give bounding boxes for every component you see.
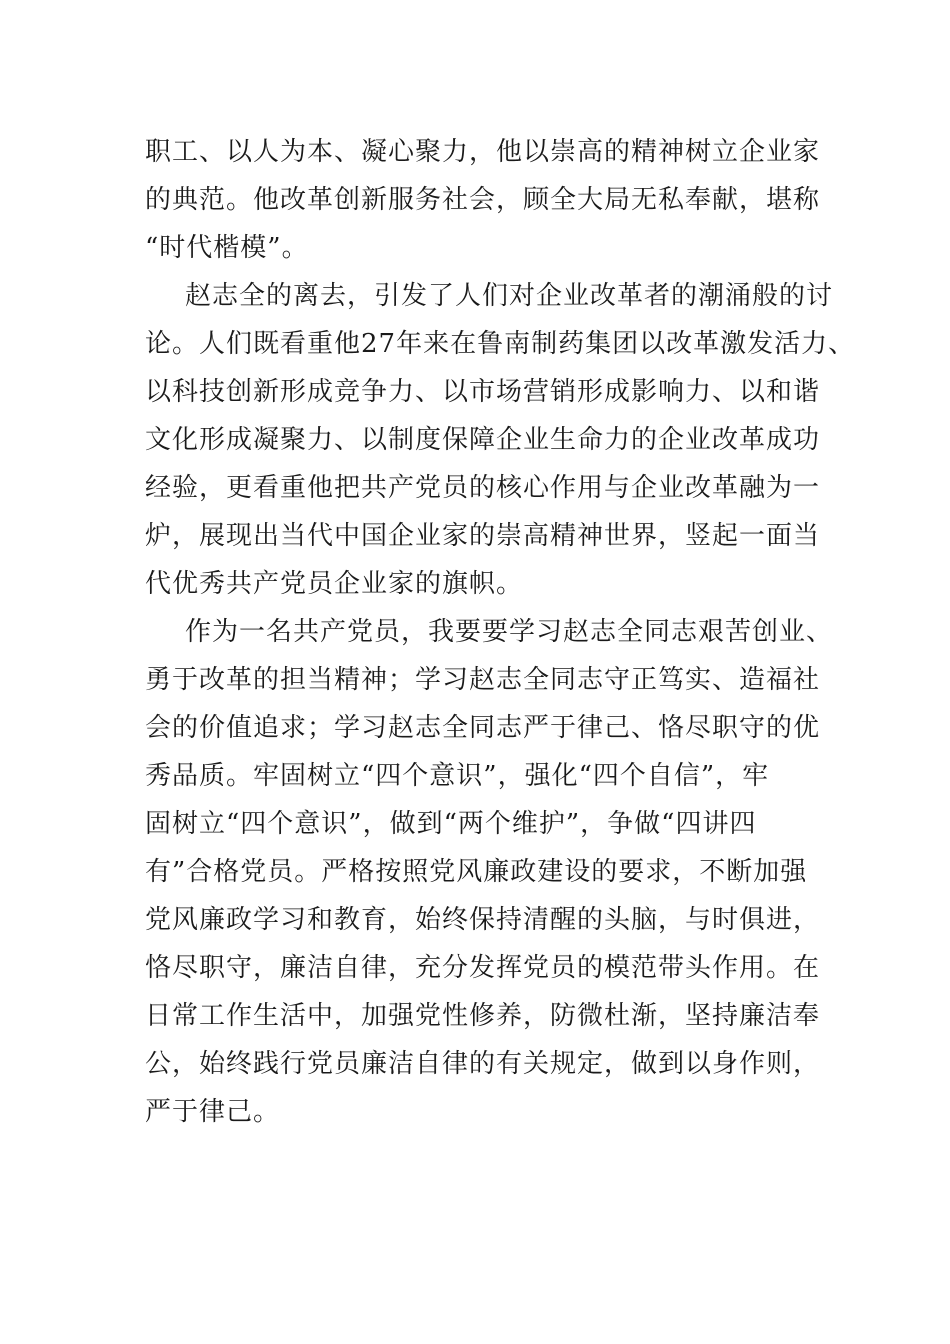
text-line: 固树立“四个意识”，做到“两个维护”，争做“四讲四	[145, 809, 757, 839]
paragraph-start-line: 赵志全的离去，引发了人们对企业改革者的潮涌般的讨	[185, 281, 834, 311]
text-line: 党风廉政学习和教育，始终保持清醒的头脑，与时俱进，	[145, 905, 821, 935]
text-line: 的典范。他改革创新服务社会，顾全大局无私奉献，堪称	[145, 185, 821, 215]
text-line: 恪尽职守，廉洁自律，充分发挥党员的模范带头作用。在	[145, 953, 821, 983]
text-line: 职工、以人为本、凝心聚力，他以崇高的精神树立企业家	[145, 137, 821, 167]
text-line: 论。人们既看重他27年来在鲁南制药集团以改革激发活力、	[145, 329, 856, 359]
text-line: 文化形成凝聚力、以制度保障企业生命力的企业改革成功	[145, 425, 821, 455]
text-line: 代优秀共产党员企业家的旗帜。	[145, 569, 524, 599]
text-line: 以科技创新形成竞争力、以市场营销形成影响力、以和谐	[145, 377, 821, 407]
text-line: 严于律己。	[145, 1097, 281, 1127]
paragraph-start-line: 作为一名共产党员，我要要学习赵志全同志艰苦创业、	[185, 617, 834, 647]
text-line: 炉，展现出当代中国企业家的崇高精神世界，竖起一面当	[145, 521, 821, 551]
text-line: “时代楷模”。	[145, 233, 309, 263]
text-line: 勇于改革的担当精神；学习赵志全同志守正笃实、造福社	[145, 665, 821, 695]
body-text	[145, 128, 856, 1136]
text-line: 秀品质。牢固树立“四个意识”，强化“四个自信”，牢	[145, 761, 770, 791]
text-line: 日常工作生活中，加强党性修养，防微杜渐，坚持廉洁奉	[145, 1001, 821, 1031]
text-line: 会的价值追求；学习赵志全同志严于律己、恪尽职守的优	[145, 713, 821, 743]
text-line: 经验，更看重他把共产党员的核心作用与企业改革融为一	[145, 473, 821, 503]
text-line: 公，始终践行党员廉洁自律的有关规定，做到以身作则，	[145, 1049, 821, 1079]
text-line: 有”合格党员。严格按照党风廉政建设的要求，不断加强	[145, 857, 808, 887]
